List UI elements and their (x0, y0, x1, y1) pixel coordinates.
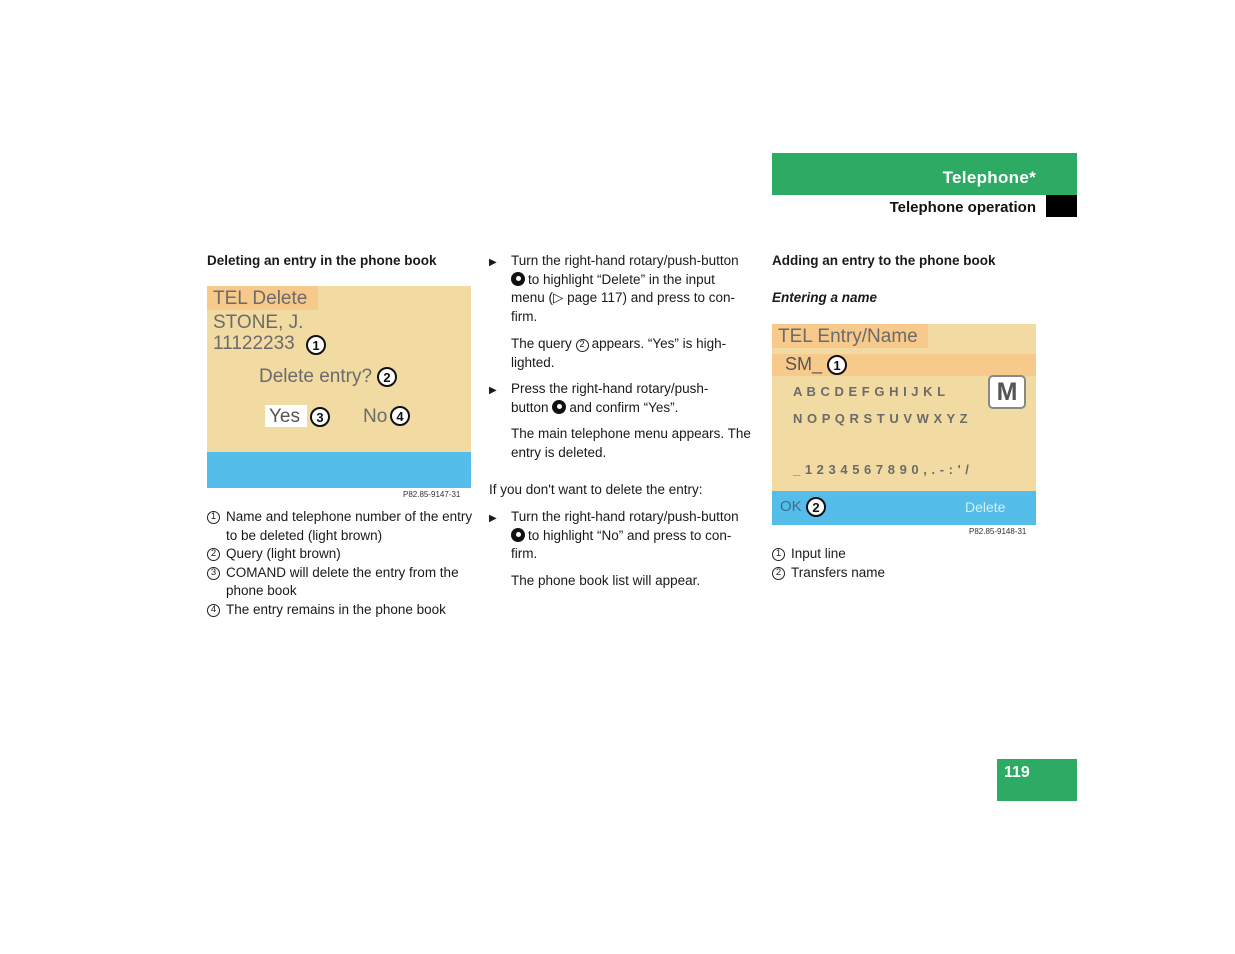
legend-num: 2 (772, 567, 785, 580)
rotary-knob-icon (511, 272, 525, 286)
ok-option[interactable]: OK (780, 498, 802, 515)
result1-line-2: lighted. (511, 354, 555, 370)
screen-status-bar (207, 452, 471, 488)
image-ref-left: P82.85-9147-31 (403, 490, 461, 499)
delete-option[interactable]: Delete (965, 499, 1006, 515)
result-2 (511, 425, 761, 462)
step1-line-3: menu (▷ page 117) and press to con- (511, 290, 736, 305)
subsection-title: Telephone operation (889, 199, 1036, 216)
screen-title: TEL Entry/Name (778, 326, 918, 347)
step1-line: Turn the right-hand rotary/push-button (511, 253, 739, 268)
legend-item (207, 601, 477, 620)
query-text: Delete entry? (259, 366, 373, 387)
legend-num: 2 (207, 548, 220, 561)
screen-title: TEL Delete (213, 288, 308, 309)
result1-text-b: appears. “Yes” is high- (591, 336, 727, 351)
selected-letter-text: M (996, 377, 1018, 406)
step-3 (511, 508, 761, 564)
step2-text-b: button (511, 399, 549, 415)
legend-text: Input line (791, 546, 846, 561)
step-arrow-icon: ▶ (489, 385, 497, 396)
callout-1: 1 (306, 335, 326, 355)
legend-num: 4 (207, 604, 220, 617)
step2-line-2 (511, 399, 761, 418)
section-title: Telephone* (942, 168, 1036, 187)
legend-item (207, 508, 477, 545)
legend-item (772, 545, 1042, 564)
page-number: 119 (1004, 764, 1030, 781)
result-3: The phone book list will appear. (511, 573, 701, 588)
callout-3: 3 (310, 407, 330, 427)
legend-text: The entry remains in the phone book (226, 601, 446, 617)
step3-line-3: firm. (511, 546, 538, 561)
alphabet-row-2[interactable]: N O P Q R S T U V W X Y Z (793, 411, 969, 426)
entry-name: STONE, J. (213, 312, 304, 333)
result1-line (511, 335, 761, 354)
legend-num: 1 (207, 511, 220, 524)
legend-num: 3 (207, 567, 220, 580)
selected-letter[interactable] (988, 375, 1026, 409)
left-legend (207, 508, 477, 619)
step1-text: to highlight “Delete” in the input (528, 271, 715, 287)
delete-screen (207, 286, 471, 488)
callout-1: 1 (827, 355, 847, 375)
result-1 (511, 335, 761, 372)
step3-line-2 (511, 527, 761, 546)
step3-text: to highlight “No” and press to con- (528, 527, 732, 543)
right-legend (772, 545, 1042, 582)
callout-2: 2 (806, 497, 826, 517)
yes-option: Yes (269, 406, 300, 427)
step-2 (511, 380, 761, 417)
legend-item (207, 564, 477, 601)
rotary-knob-icon (552, 400, 566, 414)
step-1 (511, 252, 761, 326)
step-arrow-icon: ▶ (489, 257, 497, 268)
note-text: If you don't want to delete the entry: (489, 482, 703, 497)
header-marker (1046, 195, 1077, 217)
legend-item (772, 564, 1042, 583)
entry-number: 11122233 (213, 333, 295, 354)
image-ref-right: P82.85-9148-31 (969, 527, 1027, 536)
callout-2: 2 (377, 367, 397, 387)
rotary-knob-icon (511, 528, 525, 542)
digits-row[interactable]: _ 1 2 3 4 5 6 7 8 9 0 , . - : ' / (793, 462, 970, 477)
right-subheading: Entering a name (772, 290, 878, 305)
legend-text: Name and telephone number of the entry to be deleted (light brown) (226, 509, 473, 543)
result2-line-2: entry is deleted. (511, 444, 607, 460)
result2-line: The main telephone menu appears. The (511, 426, 751, 441)
step2-text-c: and confirm “Yes”. (569, 399, 679, 415)
input-line[interactable]: SM_ (785, 354, 823, 374)
step1-line-2 (511, 271, 761, 290)
no-option: No (363, 406, 388, 427)
step1-line-4: firm. (511, 308, 538, 324)
step3-line: Turn the right-hand rotary/push-button (511, 509, 739, 524)
entry-screen (772, 324, 1036, 525)
legend-num: 1 (772, 548, 785, 561)
ref-num-2: 2 (576, 339, 589, 352)
legend-text: Transfers name (791, 564, 886, 580)
result1-text-a: The query (511, 336, 572, 351)
step2-line: Press the right-hand rotary/push- (511, 381, 709, 396)
alphabet-row-1[interactable]: A B C D E F G H I J K L (793, 384, 946, 399)
left-heading: Deleting an entry in the phone book (207, 253, 437, 268)
right-heading: Adding an entry to the phone book (772, 253, 996, 268)
legend-item (207, 545, 477, 564)
callout-4: 4 (390, 406, 410, 426)
legend-text: Query (light brown) (226, 546, 341, 561)
legend-text: COMAND will delete the entry from the phone book (226, 564, 459, 598)
step-arrow-icon: ▶ (489, 513, 497, 524)
